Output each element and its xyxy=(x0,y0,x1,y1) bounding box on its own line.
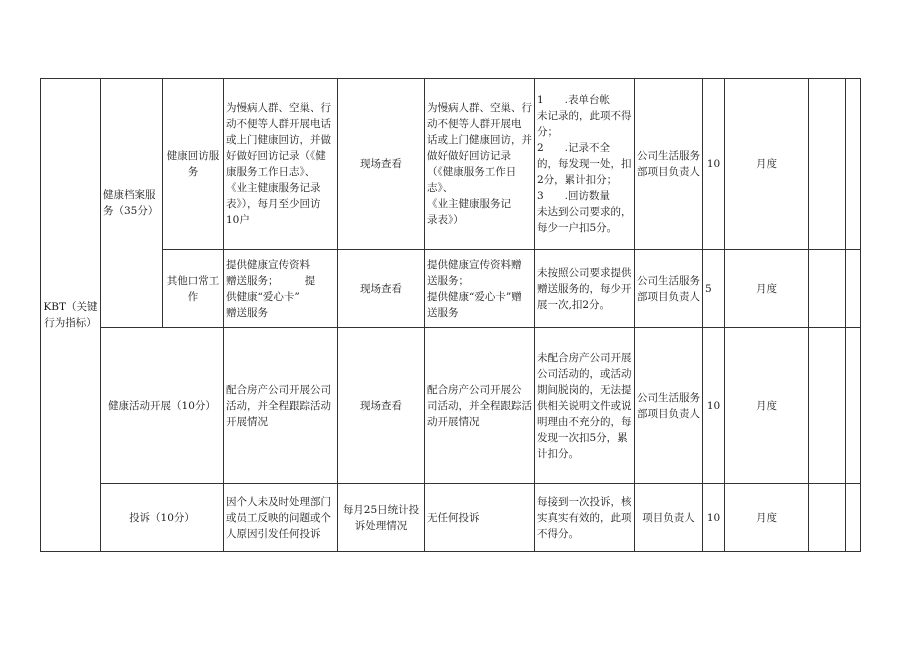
group-cell: 投诉（10分） xyxy=(101,484,224,552)
method-cell: 每月25日统计投 诉处理情况 xyxy=(338,484,425,552)
standard-cell: 提供健康宣传资料 赠送服务； 提 供健康“爱心卡” 赠送服务 xyxy=(224,250,338,328)
scoring-cell: 1 .表单台帐 未记录的，此项不得 分； 2 .记录不全 的，每发现一处，扣 2分，累计扣分； 3 .回访数量 未达到公司要求的， 每少一户扣5分。 xyxy=(535,79,635,250)
empty-cell xyxy=(809,250,846,328)
table-row xyxy=(41,484,861,552)
table-row xyxy=(41,79,861,250)
owner-cell: 公司生活服务 部项目负责人 xyxy=(635,250,703,328)
category-cell: KBT（关键 行为指标） xyxy=(41,79,101,552)
empty-cell xyxy=(846,79,861,250)
empty-cell xyxy=(809,328,846,484)
group-cell: 健康档案服 务（35分） xyxy=(101,79,163,328)
method-cell: 现场查看 xyxy=(338,79,425,250)
item-cell: 其他口常工 作 xyxy=(163,250,224,328)
owner-cell: 项目负责人 xyxy=(635,484,703,552)
method-cell: 现场查看 xyxy=(338,250,425,328)
empty-cell xyxy=(809,79,846,250)
empty-cell xyxy=(846,328,861,484)
table-row xyxy=(41,250,861,328)
source-cell: 提供健康宣传资料赠 送服务； 提供健康“爱心卡”赠 送服务 xyxy=(425,250,535,328)
item-cell: 健康回访服 务 xyxy=(163,79,224,250)
group-cell: 健康活动开展（10分） xyxy=(101,328,224,484)
method-cell: 现场查看 xyxy=(338,328,425,484)
weight-cell: 10 xyxy=(703,484,725,552)
source-cell: 配合房产公司开展公 司活动，并全程跟踪活 动开展情况 xyxy=(425,328,535,484)
source-cell: 无任何投诉 xyxy=(425,484,535,552)
source-cell: 为慢病人群、空巢、行 动不便等人群开展电 话或上门健康回访，并 做好做好回访记录 （《健康服务工作日 志》、 《业主健康服务记 录表》） xyxy=(425,79,535,250)
weight-cell: 10 xyxy=(703,79,725,250)
weight-cell: 10 xyxy=(703,328,725,484)
scoring-cell: 每接到一次投诉，核 实真实有效的，此项 不得分。 xyxy=(535,484,635,552)
owner-cell: 公司生活服务 部项目负责人 xyxy=(635,328,703,484)
weight-cell: 5 xyxy=(703,250,725,328)
scoring-cell: 未配合房产公司开展 公司活动的，或活动 期间脱岗的，无法提 供相关说明文件或说 明理由不充分的，每 发现一次扣5分，累 计扣分。 xyxy=(535,328,635,484)
empty-cell xyxy=(846,484,861,552)
empty-cell xyxy=(809,484,846,552)
owner-cell: 公司生活服务 部项目负责人 xyxy=(635,79,703,250)
kpi-table xyxy=(40,78,861,552)
cycle-cell: 月度 xyxy=(725,328,809,484)
empty-cell xyxy=(846,250,861,328)
table-row xyxy=(41,328,861,484)
standard-cell: 配合房产公司开展公司 活动，并全程跟踪活动 开展情况 xyxy=(224,328,338,484)
standard-cell: 为慢病人群、空巢、行 动不便等人群开展电话 或上门健康回访，并做 好做好回访记录（《健 康服务工作日志》、 《业主健康服务记录 表》），每月至少回访 10户 xyxy=(224,79,338,250)
cycle-cell: 月度 xyxy=(725,484,809,552)
standard-cell: 因个人未及时处理部门 或员工反映的问题或个 人原因引发任何投诉 xyxy=(224,484,338,552)
cycle-cell: 月度 xyxy=(725,250,809,328)
cycle-cell: 月度 xyxy=(725,79,809,250)
scoring-cell: 未按照公司要求提供 赠送服务的，每少开 展一次,扣2分。 xyxy=(535,250,635,328)
